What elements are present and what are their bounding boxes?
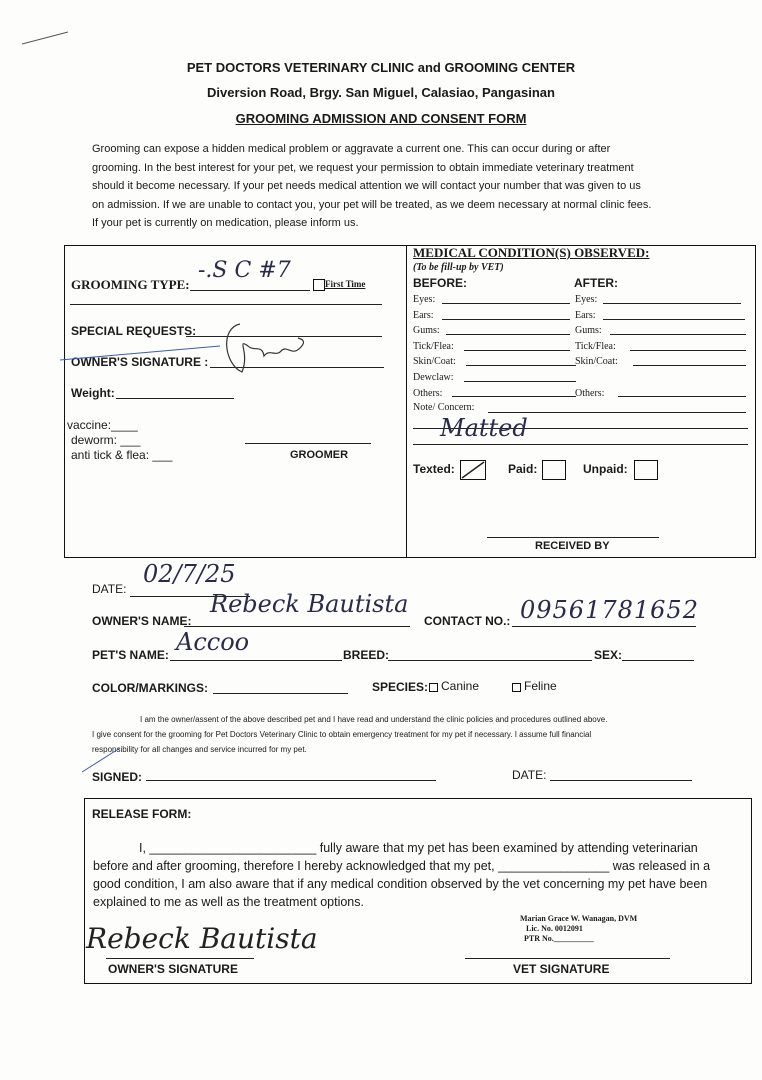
groomer-label: GROOMER <box>290 449 349 461</box>
signed-date-line <box>550 780 692 781</box>
texted-label: Texted: <box>413 462 455 476</box>
breed-line <box>388 660 592 661</box>
field-line <box>603 319 745 320</box>
grooming-type-value[interactable]: -.S C #7 <box>198 258 291 283</box>
consent-line: I give consent for the grooming for Pet Doctors Veterinary Clinic to obtain emergency treatment for my pet if necessary. I assume full financial <box>92 730 592 739</box>
after-field: Skin/Coat: <box>575 356 618 368</box>
field-line <box>618 396 746 397</box>
after-field: Tick/Flea: <box>575 340 616 352</box>
grooming-type-line <box>190 290 310 291</box>
canine-label: Canine <box>441 679 480 693</box>
received-by-line <box>487 537 659 538</box>
medical-subtitle: (To be fill-up by VET) <box>413 262 504 273</box>
unpaid-checkbox[interactable] <box>634 460 658 480</box>
feline-label: Feline <box>524 679 557 693</box>
box-divider <box>406 245 407 557</box>
before-field: Ears: <box>413 309 434 321</box>
signed-label: SIGNED: <box>92 770 143 784</box>
note-line <box>488 412 746 413</box>
vet-signature-label: VET SIGNATURE <box>513 962 610 976</box>
contact-label: CONTACT NO.: <box>424 614 511 628</box>
field-line <box>452 396 576 397</box>
owner-name-label: OWNER'S NAME: <box>92 614 192 628</box>
owner-signature-label: OWNER'S SIGNATURE : <box>71 355 209 369</box>
field-line <box>630 350 746 351</box>
after-label: AFTER: <box>574 276 618 290</box>
before-fields <box>413 292 456 401</box>
first-time-checkbox[interactable] <box>313 279 325 291</box>
pet-name-value[interactable]: Accoo <box>176 628 250 656</box>
vet-signature-line <box>465 958 670 959</box>
after-field: Others: <box>575 387 605 399</box>
field-line <box>464 350 570 351</box>
antitick-label: anti tick & flea: ___ <box>71 448 173 462</box>
grooming-type-label: GROOMING TYPE: <box>71 277 190 292</box>
species-label: SPECIES: <box>372 680 429 694</box>
before-field: Skin/Coat: <box>413 356 456 368</box>
field-line <box>603 303 741 304</box>
grooming-type-line-2 <box>70 304 382 305</box>
deworm-label: deworm: ___ <box>71 433 141 447</box>
field-line <box>442 303 570 304</box>
pet-name-label: PET'S NAME: <box>92 648 169 662</box>
release-line: good condition, I am also aware that if any medical condition observed by the vet concerning my pet have been <box>93 877 708 891</box>
note-label: Note/ Concern: <box>413 402 475 413</box>
sex-line <box>622 660 694 661</box>
contact-line <box>512 626 696 627</box>
note-value[interactable]: Matted <box>440 414 528 442</box>
clinic-address: Diversion Road, Brgy. San Miguel, Calasiao, Pangasinan <box>207 85 555 100</box>
field-line <box>442 319 570 320</box>
unpaid-label: Unpaid: <box>583 462 628 476</box>
form-title: GROOMING ADMISSION AND CONSENT FORM <box>235 111 527 126</box>
pen-mark <box>20 30 80 50</box>
date-label: DATE: <box>92 582 127 596</box>
signed-date-label: DATE: <box>512 768 547 782</box>
release-owner-signature-label: OWNER'S SIGNATURE <box>108 962 238 976</box>
canine-checkbox[interactable] <box>429 683 438 692</box>
consent-paragraph <box>92 712 712 757</box>
field-line <box>446 334 570 335</box>
field-line <box>466 365 576 366</box>
first-time-label: First Time <box>325 279 366 289</box>
after-field: Eyes: <box>575 294 598 305</box>
before-field: Others: <box>413 387 443 399</box>
owner-name-value[interactable]: Rebeck Bautista <box>210 590 409 618</box>
release-line: I, ________________________ fully aware that my pet has been examined by attending veterinarian <box>139 841 698 855</box>
pet-name-line <box>170 660 342 661</box>
contact-value[interactable]: 09561781652 <box>520 596 699 624</box>
after-field <box>575 370 618 386</box>
after-field: Gums: <box>575 325 602 337</box>
release-line: before and after grooming, therefore I hereby acknowledged that my pet, ________________ was released in a <box>93 859 711 873</box>
clinic-name: PET DOCTORS VETERINARY CLINIC and GROOMING CENTER <box>186 60 576 75</box>
field-line <box>464 381 576 382</box>
intro-paragraph <box>92 140 712 233</box>
vaccine-label: vaccine:____ <box>67 418 138 432</box>
consent-line: responsibility for all changes and service incurred for my pet. <box>92 745 307 754</box>
owner-signature-line-release <box>106 958 254 959</box>
release-owner-signature-value[interactable]: Rebeck Bautista <box>86 922 318 955</box>
vet-stamp-line: PTR No.__________ <box>524 934 594 943</box>
vet-stamp-line: Marian Grace W. Wanagan, DVM <box>520 914 638 923</box>
feline-checkbox[interactable] <box>512 683 521 692</box>
before-field: Eyes: <box>413 294 436 305</box>
intro-line: should it become necessary. If your pet needs medical attention we will contact your number that was given to us <box>92 180 641 192</box>
before-field: Dewclaw: <box>413 371 454 383</box>
sex-label: SEX: <box>594 648 623 662</box>
release-title: RELEASE FORM: <box>92 807 192 821</box>
vet-stamp-line: Lic. No. 0012091 <box>526 924 583 933</box>
intro-line: on admission. If we are unable to contact you, your pet will be treated, as we deem necessary at normal clinic fees. <box>92 198 652 211</box>
after-field: Ears: <box>575 309 596 321</box>
paid-checkbox[interactable] <box>542 460 566 480</box>
release-paragraph <box>93 839 745 911</box>
special-requests-label: SPECIAL REQUESTS: <box>71 324 197 338</box>
before-field: Tick/Flea: <box>413 340 454 352</box>
breed-label: BREED: <box>343 648 390 662</box>
intro-line: Grooming can expose a hidden medical problem or aggravate a current one. This can occur during or after <box>92 143 611 155</box>
color-label: COLOR/MARKINGS: <box>92 681 208 695</box>
before-field: Gums: <box>413 325 440 337</box>
texted-check-mark <box>460 460 486 480</box>
vet-stamp <box>520 914 637 944</box>
release-line: explained to me as well as the treatment options. <box>93 895 364 909</box>
intro-line: If your pet is currently on medication, please inform us. <box>92 217 359 229</box>
paid-label: Paid: <box>508 462 538 476</box>
date-value[interactable]: 02/7/25 <box>143 560 236 588</box>
field-line <box>610 334 746 335</box>
note-line-3 <box>413 444 748 445</box>
groomer-line <box>245 443 371 444</box>
signed-line <box>146 780 436 781</box>
medical-title: MEDICAL CONDITION(S) OBSERVED: <box>413 245 650 260</box>
weight-label: Weight: <box>71 386 115 400</box>
received-by-label: RECEIVED BY <box>535 540 610 552</box>
intro-line: grooming. In the best interest for your pet, we request your permission to obtain immediate veterinary treatment <box>92 161 634 174</box>
field-line <box>633 365 746 366</box>
consent-line: I am the owner/assent of the above described pet and I have read and understand the clinic policies and procedures outlined above. <box>140 715 608 724</box>
color-line <box>213 693 348 694</box>
weight-line <box>116 398 234 399</box>
after-fields <box>575 292 618 401</box>
owner-name-line <box>184 626 410 627</box>
owner-signature-scribble <box>210 316 320 386</box>
before-label: BEFORE: <box>413 276 467 290</box>
